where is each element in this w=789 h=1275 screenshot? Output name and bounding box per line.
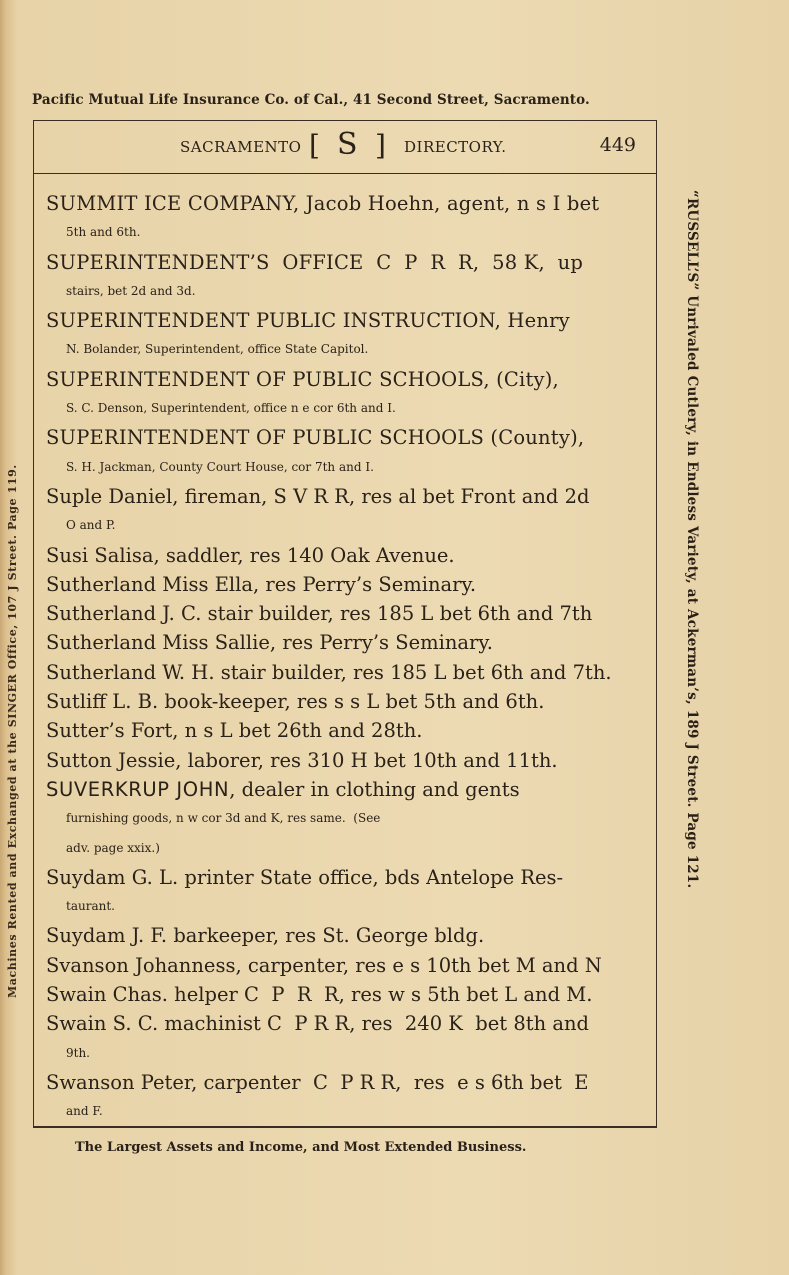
directory-entry [46, 716, 644, 745]
page-header [34, 121, 656, 174]
directory-entry [46, 1068, 644, 1127]
entry-continuation: 9th. [66, 1045, 90, 1060]
directory-entry [46, 482, 644, 541]
entry-line: SUPERINTENDENT OF PUBLIC SCHOOLS, (City), [46, 367, 559, 391]
entry-continuation: S. C. Denson, Superintendent, office n e cor 6th and I. [66, 401, 396, 416]
entry-continuation: S. H. Jackman, County Court House, cor 7th and I. [66, 459, 374, 474]
entry-line: SUPERINTENDENT PUBLIC INSTRUCTION, Henry [46, 309, 570, 333]
header-city: SACRAMENTO [180, 138, 302, 156]
entry-line: Sutliff L. B. book-keeper, res s s L bet 5th and 6th. [46, 690, 545, 714]
entry-line: Swain Chas. helper C P R R, res w s 5th bet L and M. [46, 983, 593, 1007]
header-close-bracket: ] [375, 129, 386, 162]
entry-line: Sutherland W. H. stair builder, res 185 L bet 6th and 7th. [46, 660, 612, 684]
directory-entry [46, 365, 644, 424]
entry-continuation: adv. page xxix.) [66, 840, 160, 855]
directory-entry [46, 951, 644, 980]
directory-entry [46, 687, 644, 716]
entry-line: Swanson Peter, carpenter C P R R, res e s 6th bet E [46, 1070, 589, 1094]
right-margin-advertisement: “RUSSELL’S” Unrivaled Cutlery, in Endless Variety, at Ackerman’s, 189 J Street. Page 121. [684, 190, 700, 889]
entry-line: Sutherland Miss Ella, res Perry’s Seminary. [46, 572, 477, 596]
entry-line: Sutherland J. C. stair builder, res 185 L bet 6th and 7th [46, 602, 593, 626]
left-margin-advertisement: Machines Rented and Exchanged at the SINGER Office, 107 J Street. Page 119. [6, 464, 19, 998]
bottom-advertisement-banner: The Largest Assets and Income, and Most Extended Business. [75, 1140, 527, 1155]
directory-entry [46, 306, 644, 365]
entry-line: SUPERINTENDENT OF PUBLIC SCHOOLS (County), [46, 426, 585, 450]
header-section-letter: S [337, 127, 358, 162]
directory-entry [46, 541, 644, 570]
entry-line: SUMMIT ICE COMPANY, Jacob Hoehn, agent, n s I bet [46, 192, 600, 215]
directory-entry [46, 921, 644, 950]
directory-entry [46, 775, 644, 863]
entry-continuation: furnishing goods, n w cor 3d and K, res same. (See [66, 811, 381, 826]
entry-continuation: taurant. [66, 899, 115, 914]
entry-continuation: and F. [66, 1104, 103, 1119]
entry-bold-name: SUVERKRUP JOHN [46, 777, 230, 801]
header-open-bracket: [ [309, 129, 320, 162]
directory-entry [46, 423, 644, 482]
directory-entry [46, 980, 644, 1009]
directory-entry [46, 863, 644, 922]
entry-continuation: stairs, bet 2d and 3d. [66, 283, 196, 298]
directory-entry [46, 189, 644, 248]
directory-entry [46, 599, 644, 628]
entry-continuation: N. Bolander, Superintendent, office State Capitol. [66, 342, 369, 357]
directory-entry [46, 248, 644, 307]
entry-line: SUPERINTENDENT’S OFFICE C P R R, 58 K, up [46, 250, 584, 274]
entry-line: Sutherland Miss Sallie, res Perry’s Seminary. [46, 631, 493, 655]
directory-entry [46, 570, 644, 599]
top-advertisement-banner: Pacific Mutual Life Insurance Co. of Cal., 41 Second Street, Sacramento. [32, 92, 590, 108]
entry-line: Sutton Jessie, laborer, res 310 H bet 10th and 11th. [46, 748, 558, 772]
entry-line: Susi Salisa, saddler, res 140 Oak Avenue. [46, 543, 455, 567]
directory-entry [46, 628, 644, 657]
entry-continuation: 5th and 6th. [66, 225, 141, 240]
entry-line: , dealer in clothing and gents [229, 777, 520, 801]
entry-line: Suydam G. L. printer State office, bds Antelope Res- [46, 865, 564, 889]
entry-line: Swain S. C. machinist C P R R, res 240 K bet 8th and [46, 1012, 589, 1036]
entry-line: Svanson Johanness, carpenter, res e s 10th bet M and N [46, 953, 602, 977]
directory-entry [46, 658, 644, 687]
directory-entry [46, 746, 644, 775]
directory-entries [46, 189, 644, 1127]
page-number: 449 [599, 134, 636, 156]
entry-continuation: O and P. [66, 518, 116, 533]
directory-entry [46, 1009, 644, 1068]
directory-page-frame [33, 120, 657, 1128]
entry-line: Suydam J. F. barkeeper, res St. George bldg. [46, 924, 485, 948]
entry-line: Suple Daniel, fireman, S V R R, res al bet Front and 2d [46, 484, 590, 508]
entry-line: Sutter’s Fort, n s L bet 26th and 28th. [46, 719, 423, 743]
header-directory-label: DIRECTORY. [404, 138, 507, 156]
